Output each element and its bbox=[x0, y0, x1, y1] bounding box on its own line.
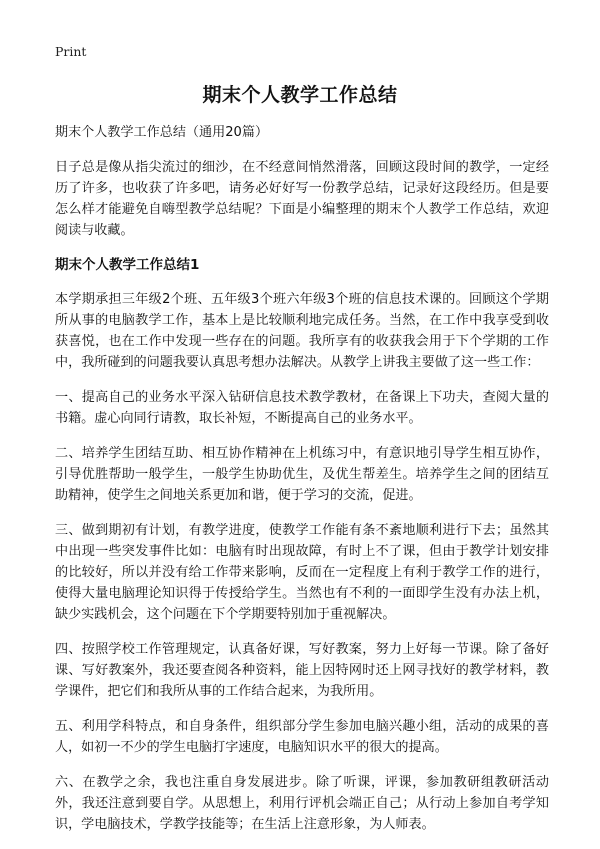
body-paragraph: 四、按照学校工作管理规定，认真备好课，写好教案，努力上好每一节课。除了备好课、写好教案外，我还要查阅各种资料，能上因特网时还上网寻找好的教学材料，教学课件，把它们和我所从事的工作结合起来，为我所用。 bbox=[55, 642, 549, 699]
body-paragraph: 三、做到期初有计划，有教学进度，使教学工作能有条不紊地顺利进行下去；虽然其中出现一些突发事件比如：电脑有时出现故障，有时上不了课，但由于教学计划安排的比较好，所以并没有给工作带来影响，反而在一定程度上有利于教学工作的进行，使得大量电脑理论知识得于传授给学生。当然也有不利的一面即学生没有办法上机，缺少实践机会，这个问题在下个学期要特别加于重视解决。 bbox=[55, 523, 549, 622]
page-title: 期末个人教学工作总结 bbox=[202, 84, 398, 106]
article-subtitle: 期末个人教学工作总结（通用20篇） bbox=[55, 125, 269, 140]
body-paragraph: 二、培养学生团结互助、相互协作精神在上机练习中，有意识地引导学生相互协作，引导优胜帮助一般学生，一般学生协助优生，及优生帮差生。培养学生之间的团结互助精神，使学生之间地关系更加和谐，便于学习的交流，促进。 bbox=[55, 446, 549, 503]
section-heading: 期末个人教学工作总结1 bbox=[55, 257, 200, 273]
print-link[interactable]: Print bbox=[55, 44, 87, 59]
body-paragraph: 六、在教学之余，我也注重自身发展进步。除了听课，评课，参加教研组教研活动外，我还注意到要自学。从思想上，利用行评机会端正自己；从行动上参加自考学知识，学电脑技术，学教学技能等；在生活上注意形象，为人师表。 bbox=[55, 775, 549, 832]
body-paragraph: 五、利用学科特点，和自身条件，组织部分学生参加电脑兴趣小组，活动的成果的喜人，如初一不少的学生电脑打字速度，电脑知识水平的很大的提高。 bbox=[55, 719, 549, 755]
article-body bbox=[55, 122, 549, 849]
body-paragraph: 一、提高自己的业务水平深入钻研信息技术教学教材，在备课上下功夫，查阅大量的书籍。虚心向同行请教，取长补短，不断提高自己的业务水平。 bbox=[55, 390, 549, 426]
intro-paragraph: 日子总是像从指尖流过的细沙，在不经意间悄然滑落，回顾这段时间的教学，一定经历了许多，也收获了许多吧，请务必好好写一份教学总结，记录好这段经历。但是要怎么样才能避免自嗨型教学总结呢？下面是小编整理的期末个人教学工作总结，欢迎阅读与收藏。 bbox=[55, 160, 549, 238]
body-paragraph: 本学期承担三年级2个班、五年级3个班六年级3个班的信息技术课的。回顾这个学期所从事的电脑教学工作，基本上是比较顺利地完成任务。当然，在工作中我享受到收获喜悦，也在工作中发现一些存在的问题。我所享有的收获我会用于下个学期的工作中，我所碰到的问题我要认真思考想办法解决。从教学上讲我主要做了这一些工作： bbox=[55, 292, 549, 370]
